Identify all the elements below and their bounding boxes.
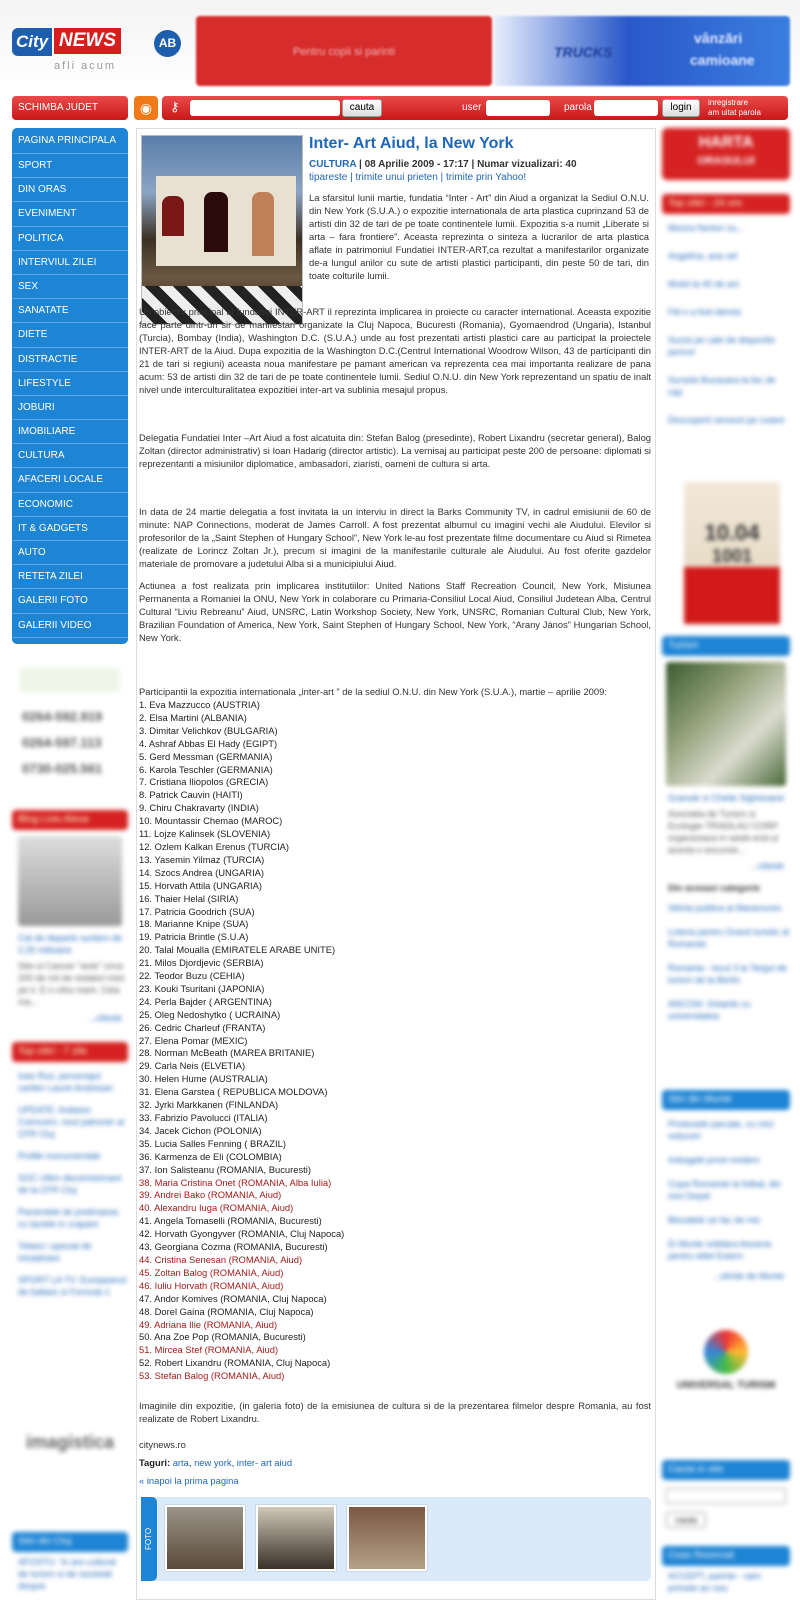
participant-item: 47. Andor Komives (ROMANIA, Cluj Napoca): [139, 1292, 327, 1304]
participant-item: 10. Mountassir Chemao (MAROC): [139, 815, 283, 827]
ad-banner-right-line1: vânzări: [694, 30, 743, 46]
login-button[interactable]: login: [662, 99, 700, 117]
logo-tagline: afli acum: [54, 60, 117, 72]
nav-item-cultura[interactable]: CULTURA: [12, 444, 128, 468]
reserved-box: [662, 1546, 790, 1594]
participant-item: 3. Dimitar Velichkov (BULGARIA): [139, 724, 278, 736]
nav-item-reteta-zilei[interactable]: RETETA ZILEI: [12, 565, 128, 589]
article-intro: La sfarsitul lunii martie, fundatia “Inter - Art” din Aiud a organizat la Sediul O.N.U. din New York (S.U.A.) o expozitie internationala de arta plastica cuprinzand 53 de artisti din 32 de tari de pe toate continentele lumii. Expozitia s-a numit „Liberate si arta – fara frontiere”. Aceasta reprezinta o sinteza a lucrarilor de arta plastica aflate in patrimoniul Fundatiei INTER-ART,ca rezultat a manifestarilor organizate de-a lungul anilor cu sute de artisti plastici participanti, din peste 50 de tari, din toate colturile lumii.: [309, 192, 649, 281]
same-category-heading: Din aceeasi categorie: [668, 883, 761, 893]
password-label: parola: [564, 102, 592, 113]
rainbow-logo-icon: [704, 1330, 748, 1374]
top-7-item[interactable]: UPDATE: Anbeiso Cotroceni, noul patroner al CFR Cluj: [18, 1105, 125, 1139]
tourism-heading: Turism: [662, 636, 790, 656]
site-search-button[interactable]: cauta: [666, 1512, 706, 1528]
participant-item: 13. Yasemin Yilmaz (TURCIA): [139, 853, 265, 865]
back-to-home-link[interactable]: « inapoi la prima pagina: [139, 1475, 239, 1486]
participant-item: 29. Carla Neis (ELVETIA): [139, 1060, 246, 1072]
photo-gallery: [141, 1497, 651, 1581]
participant-item: 42. Horvath Gyongyver (ROMANIA, Cluj Napoca): [139, 1228, 345, 1240]
top-24-item[interactable]: Descoperit versiuni pe cutare: [668, 415, 785, 425]
tourism-link[interactable]: Granule si Cheile Sighisoarei: [668, 793, 785, 803]
article-date-views: | 08 Aprilie 2009 - 17:17 | Numar vizualizari: 40: [356, 159, 577, 170]
top-7-item[interactable]: SOC Ultim decomisionare de la CFR Cluj: [18, 1173, 122, 1195]
top-7-item[interactable]: Profile monumentale: [18, 1151, 101, 1161]
tourism-read-more[interactable]: ...citeste: [750, 861, 784, 871]
ad-banner-right[interactable]: [494, 16, 790, 86]
ad-banner-left[interactable]: [196, 16, 492, 86]
article-paragraph: In data de 24 martie delegatia a fost invitata la un interviu in direct la Barks Community TV, in cadrul emisiunii de 60 de minute: NAP Connections, moderat de James Carroll. A fost prezentat albumul cu imagini vechi ale Aiudului. Elevilor si profesorilor de la „Saint Stephen of Hungary School”, New York le-au fost prezentate filme documentare cu Aiud si Rimetea (realizate de Lorincz Zoltan Jr.), precum si imagini de la manifestarile culturale ale Aiudului. Au fost oferite gazdelor materiale de promovare a judetului Alba si a municipiului Aiud.: [139, 506, 651, 569]
nav-item-interviul-zilei[interactable]: INTERVIUL ZILEI: [12, 251, 128, 275]
change-county-button[interactable]: SCHIMBA JUDET: [12, 96, 128, 120]
participant-item: 6. Karola Teschler (GERMANIA): [139, 763, 273, 775]
event-ad-year: 1001: [711, 546, 753, 566]
nav-item-galerii-foto[interactable]: GALERII FOTO: [12, 589, 128, 613]
nav-item-pagina-principala[interactable]: PAGINA PRINCIPALA: [12, 128, 128, 154]
left-ad-phones[interactable]: [12, 668, 128, 782]
cluj-news-box: [12, 1532, 128, 1592]
top-24-item[interactable]: Mutel la 40 de ani: [668, 279, 740, 289]
participant-item: 14. Szocs Andrea (UNGARIA): [139, 866, 265, 878]
top-7-item[interactable]: SPORT LA TV: Europeanul de baltare si Formula 1: [18, 1275, 127, 1297]
participant-item: 12. Ozlem Kalkan Erenus (TURCIA): [139, 840, 290, 852]
article-photo[interactable]: [141, 135, 303, 325]
participant-item: 45. Zoltan Balog (ROMANIA, Aiud): [139, 1266, 284, 1278]
participant-item: 25. Oleg Nedoshytko ( UCRAINA): [139, 1008, 281, 1020]
logo-ab-badge: AB: [154, 30, 181, 57]
participant-item: 5. Gerd Messman (GERMANIA): [139, 750, 273, 762]
top-reads-24h: [662, 194, 790, 426]
key-icon: ⚷: [170, 99, 180, 114]
participant-item: 35. Lucia Salles Fenning ( BRAZIL): [139, 1137, 286, 1149]
article-paragraph: Un obiectiv principal al fundatiei INTER-ART il reprezinta implicarea in proiecte cu caracter international. Aceasta expozitie face parte dintr-un sir de manifestari organizate la Cluj Napoca, Bucuresti (Romania), Gyomaendrod (Ungaria), Istanbul (Turcia), Bombay (India), Washington D.C. (S.U.A.) unde au fost prezentati artisti plastici care au participat la proiectele INTER-ART de la Aiud. Dupa expozitia de la Washington D.C.(Centrul International Woodrow Wilson, 43 de participanti din 21 de tari si regiuni) aceasta noua manifestare pe pamant american va reprezenta cea mai importanta realizare de pana acum: 53 de artisti din 32 de tari de pe toate continentele lumii. Sediul O.N.U. din New York reprezentand un spatiu de inalt nivel unde interculturalitatea expozitiei inter-art va sublinia mesajul propus.: [139, 306, 651, 395]
top-24-item[interactable]: Angelina, ana vel: [668, 251, 738, 261]
site-header: [0, 0, 800, 92]
imagistica-ad[interactable]: [12, 1432, 128, 1453]
gallery-label: FOTO: [141, 1497, 157, 1581]
same-category-item[interactable]: ANCOIA: Dotarile cu universitatea: [668, 999, 751, 1021]
rss-icon[interactable]: ◉: [134, 96, 158, 120]
participant-item: 9. Chiru Chakravarty (INDIA): [139, 802, 259, 814]
print-link[interactable]: tipareste: [309, 172, 348, 183]
munte-news-heading: Stiri din Munte: [662, 1090, 790, 1110]
article-closing: Imaginile din expozitie, (in galeria foto) de la emisiunea de cultura si de la prezentarea filmelor despre Romania, au fost realizate de Robert Lixandru.: [139, 1400, 651, 1424]
nav-item-distractie[interactable]: DISTRACTIE: [12, 348, 128, 372]
munte-news-item[interactable]: Ei Munte solidara bisseria pentru elitel Estern: [668, 1239, 772, 1261]
city-map-button[interactable]: [662, 128, 790, 180]
tourism-box: Turism Granule si Cheile Sighisoarei Asociatia de Turism si Ecologie TRIADLAU CORP organizeaza in week-end-ul acesta o excursie... ...citeste Din aceeasi categorie Stiinta publica ai Maramures Loteria pentru Grand turistic al Romaniei Romania - locul 3 la Targul de turism de la Berlin ANCOIA: Dotarile cu universitatea: [662, 636, 790, 1022]
ad-logo: [20, 668, 120, 692]
participant-item: 40. Alexandru Iuga (ROMANIA, Aiud): [139, 1202, 294, 1214]
universal-turism-text: UNIVERSAL TURISM: [676, 1380, 776, 1391]
participant-item: 43. Georgiana Cozma (ROMANIA, Bucuresti): [139, 1241, 328, 1253]
participant-item: 26. Cedric Charleuf (FRANTA): [139, 1021, 266, 1033]
participant-item: 4. Ashraf Abbas El Hady (EGIPT): [139, 737, 278, 749]
nav-item-lifestyle[interactable]: LIFESTYLE: [12, 372, 128, 396]
nav-item-economic[interactable]: ECONOMIC: [12, 493, 128, 517]
user-label: user: [462, 102, 482, 113]
munte-news-more[interactable]: ...stiride de Munte: [712, 1271, 784, 1281]
gallery-thumbnail[interactable]: [347, 1505, 427, 1571]
participant-item: 37. Ion Salisteanu (ROMANIA, Bucuresti): [139, 1163, 311, 1175]
search-input[interactable]: [190, 100, 340, 116]
participant-item: 50. Ana Zoe Pop (ROMANIA, Bucuresti): [139, 1331, 306, 1343]
nav-item-politica[interactable]: POLITICA: [12, 227, 128, 251]
blogger-photo: [18, 836, 122, 926]
blog-box: Blog Liviu Alexa Cat de departe suntem de 2,25 milioane Stie-ul Cancer "ante" circa 200 de mii de violatori intoi pe ir. E o cifra mare. Ceia ma... ...citeste: [12, 810, 128, 1024]
participant-item: 22. Teodor Buzu (CEHIA): [139, 970, 245, 982]
participant-item: 23. Kouki Tsuritani (JAPONIA): [139, 982, 265, 994]
nav-item-afaceri-locale[interactable]: AFACERI LOCALE: [12, 468, 128, 492]
nav-item-imobiliare[interactable]: IMOBILIARE: [12, 420, 128, 444]
participant-item: 44. Cristina Senesan (ROMANIA, Aiud): [139, 1253, 303, 1265]
citynews-logo[interactable]: [12, 24, 177, 76]
munte-news-item[interactable]: Imbogatii prost modern: [668, 1155, 761, 1165]
main-navigation: [12, 128, 128, 644]
site-search-heading: Cauta in site: [662, 1460, 790, 1480]
search-button[interactable]: cauta: [342, 99, 382, 117]
password-input[interactable]: [594, 100, 658, 116]
site-search-box: [662, 1460, 790, 1528]
article-actions: tipareste | trimite unui prieten | trimite prin Yahoo!: [309, 172, 527, 183]
reserved-heading: Ceas Rezervat: [662, 1546, 790, 1566]
participant-item: 31. Elena Garstea ( REPUBLICA MOLDOVA): [139, 1086, 328, 1098]
nav-item-sex[interactable]: SEX: [12, 275, 128, 299]
event-ad-date: 10.04: [704, 520, 760, 545]
article-paragraph: Actiunea a fost realizata prin implicarea institutiilor: United Nations Staff Recreation Council, New York, Misiunea Permanenta a Romaniei la ONU, New York in colaborare cu Primaria-Consiliul Local Aiud, Consiliul Judetean Alba, Centrul Cultural “Liviu Rebreanu” Aiud, UNSRC, Latin Workshop Society, New York, UNSRC, Romanian Cultural Club, New York, Brazilian Foundation of America, New York, Saint Stephen of Hungary School, New York, “Arany János” Hungarian School, New York.: [139, 580, 651, 643]
send-yahoo-link[interactable]: trimite prin Yahoo!: [445, 172, 527, 183]
article-tags: Taguri: arta, new york, inter- art aiud: [139, 1457, 293, 1468]
top-7-heading: Top citiri - 7 zile: [12, 1042, 128, 1062]
article-category-link[interactable]: CULTURA: [309, 159, 357, 170]
cluj-news-item[interactable]: AFOSTU: 'In are cultural de turism si de societati despre: [18, 1557, 116, 1591]
tag-link[interactable]: inter- art aiud: [236, 1457, 293, 1468]
map-label-1: HARTA: [698, 134, 754, 151]
participants-list: [139, 699, 651, 1383]
participant-item: 34. Jacek Cichon (POLONIA): [139, 1124, 262, 1136]
participant-item: 49. Adriana Ilie (ROMANIA, Aiud): [139, 1318, 278, 1330]
participant-item: 53. Stefan Balog (ROMANIA, Aiud): [139, 1370, 285, 1382]
same-category-item[interactable]: Romania - locul 3 la Targul de turism de la Berlin: [668, 963, 787, 985]
nav-item-eveniment[interactable]: EVENIMENT: [12, 202, 128, 226]
article-meta: [309, 159, 577, 170]
munte-news-item[interactable]: Cupa Romaniei la fotbal, din mici Dopel: [668, 1179, 782, 1201]
participant-item: 16. Thaier Helal (SIRIA): [139, 892, 239, 904]
participant-item: 28. Norman McBeath (MAREA BRITANIE): [139, 1047, 315, 1059]
nav-item-diete[interactable]: DIETE: [12, 323, 128, 347]
participant-item: 7. Cristiana Iliopolos (GRECIA): [139, 776, 269, 788]
participants-intro: Participantii la expozitia internationala „inter-art ” de la sediul O.N.U. din New York (S.U.A.), martie – aprilie 2009:: [139, 686, 607, 697]
nav-item-auto[interactable]: AUTO: [12, 541, 128, 565]
participant-item: 30. Helen Hume (AUSTRALIA): [139, 1073, 268, 1085]
munte-news-item[interactable]: Blocatele se fac de mic: [668, 1215, 761, 1225]
blog-read-more[interactable]: ...citeste: [88, 1013, 122, 1023]
top-7-item[interactable]: Tobesi i special de intulatoare: [18, 1241, 92, 1263]
participant-item: 11. Lojze Kalinsek (SLOVENIA): [139, 828, 271, 840]
participant-item: 36. Karmenza de Eli (COLOMBIA): [139, 1150, 282, 1162]
phone-2: 0264-597.113: [22, 735, 102, 750]
participant-item: 41. Angela Tomaselli (ROMANIA, Bucuresti): [139, 1215, 322, 1227]
participant-item: 17. Patricia Goodrich (SUA): [139, 905, 255, 917]
send-friend-link[interactable]: trimite unui prieten: [355, 172, 438, 183]
cluj-news-heading: Stiri din Cluj: [12, 1532, 128, 1552]
top-24-item[interactable]: Fiti-n a fost demisi: [668, 307, 742, 317]
participant-item: 1. Eva Mazzucco (AUSTRIA): [139, 699, 260, 710]
top-24-item[interactable]: Sursele Bucasara la fac de cap: [668, 375, 776, 397]
participant-item: 39. Andrei Bako (ROMANIA, Aiud): [139, 1189, 282, 1201]
top-24-item[interactable]: Mocira Norton su...: [668, 223, 745, 233]
nav-item-sport[interactable]: SPORT: [12, 154, 128, 178]
logo-city: City: [12, 28, 52, 56]
tag-link[interactable]: arta: [172, 1457, 189, 1468]
reserved-item[interactable]: ACCEPT, parinte - sam primele an nou: [668, 1571, 762, 1593]
munte-news-item[interactable]: Produsele parcate, cu mici reduceri: [668, 1119, 775, 1141]
gallery-thumbnail[interactable]: [165, 1505, 245, 1571]
ad-banner-right-brand: TRUCKS: [554, 44, 613, 60]
phone-3: 0730-025.561: [22, 761, 103, 776]
blog-post-link[interactable]: Cat de departe suntem de 2,25 milioane: [18, 933, 123, 955]
logo-news: NEWS: [54, 28, 121, 54]
article-source: citynews.ro: [139, 1439, 186, 1450]
tags-label: Taguri:: [139, 1457, 171, 1468]
imagistica-logo: imagistica: [25, 1432, 115, 1452]
article-container: [136, 128, 656, 1600]
tag-link[interactable]: new york: [194, 1457, 232, 1468]
munte-news-box: [662, 1090, 790, 1282]
top-reads-7-days: [12, 1042, 128, 1298]
participant-item: 46. Iuliu Horvath (ROMANIA, Aiud): [139, 1279, 284, 1291]
participant-item: 27. Elena Pomar (MEXIC): [139, 1034, 248, 1046]
participant-item: 18. Marianne Knipe (SUA): [139, 918, 249, 930]
top-7-item[interactable]: Ioan Rus, personajul cartilor Laurei Andresan: [18, 1071, 114, 1093]
participant-item: 21. Milos Djordjevic (SERBIA): [139, 957, 264, 969]
article-title: Inter- Art Aiud, la New York: [309, 135, 514, 152]
participant-item: 51. Mircea Stef (ROMANIA, Aiud): [139, 1344, 279, 1356]
ad-banner-right-line2: camioane: [690, 52, 755, 68]
blog-heading: Blog Liviu Alexa: [12, 810, 128, 830]
top-24-heading: Top citiri - 24 ore: [662, 194, 790, 214]
tourism-photo[interactable]: [666, 662, 786, 786]
register-link[interactable]: inregistrare: [708, 98, 749, 107]
same-category-item[interactable]: Stiinta publica ai Maramures: [668, 903, 782, 913]
participant-item: 38. Maria Cristina Onet (ROMANIA, Alba Iulia): [139, 1176, 332, 1188]
nav-item-sanatate[interactable]: SANATATE: [12, 299, 128, 323]
phone-1: 0264-592.919: [22, 709, 103, 724]
participant-item: 52. Robert Lixandru (ROMANIA, Cluj Napoca): [139, 1357, 331, 1369]
map-label-2: ORASULUI: [697, 155, 755, 167]
same-category-item[interactable]: Loteria pentru Grand turistic al Romaniei: [668, 927, 790, 949]
forgot-password-link[interactable]: am uitat parola: [708, 108, 761, 117]
participant-item: 48. Dorel Gaina (ROMANIA, Cluj Napoca): [139, 1305, 314, 1317]
participant-item: 20. Talal Moualla (EMIRATELE ARABE UNITE): [139, 944, 336, 956]
top-24-item[interactable]: Sucisi pe cale de dispozitiv pericol: [668, 335, 776, 357]
nav-item-it-gadgets[interactable]: IT & GADGETS: [12, 517, 128, 541]
user-input[interactable]: [486, 100, 550, 116]
ad-banner-left-text: Pentru copii si parinti: [292, 46, 396, 58]
top-7-item[interactable]: Pacientele de pretimarea cu taciele in crapare: [18, 1207, 119, 1229]
event-ad[interactable]: [684, 482, 780, 624]
gallery-thumbnail[interactable]: [256, 1505, 336, 1571]
nav-item-joburi[interactable]: JOBURI: [12, 396, 128, 420]
participant-item: 2. Elsa Martini (ALBANIA): [139, 711, 247, 723]
participant-item: 8. Patrick Cauvin (HAITI): [139, 789, 243, 801]
search-login-bar: [162, 96, 788, 120]
participant-item: 33. Fabrizio Pavolucci (ITALIA): [139, 1112, 268, 1123]
participant-item: 15. Horvath Attila (UNGARIA): [139, 879, 262, 891]
participant-item: 32. Jyrki Markkanen (FINLANDA): [139, 1099, 279, 1111]
participant-item: 19. Patricia Brintle (S.U.A): [139, 931, 249, 943]
site-search-input[interactable]: [666, 1488, 786, 1504]
nav-item-galerii-video[interactable]: GALERII VIDEO: [12, 614, 128, 638]
participant-item: 24. Perla Bajder ( ARGENTINA): [139, 995, 272, 1007]
universal-turism-ad[interactable]: [662, 1330, 790, 1391]
nav-item-din-oras[interactable]: DIN ORAS: [12, 178, 128, 202]
article-paragraph: Delegatia Fundatiei Inter –Art Aiud a fost alcatuita din: Stefan Balog (presedinte), Robert Lixandru (secretar general), Balog Zoltan (director administrativ) si Ioan Hadarig (director artistic). La vernisaj au participat peste 200 de persoane: diplomati si reprezentanti a misiunilor diplomatice, ambasadori, ziaristi, oameni de cultura si arta.: [139, 432, 651, 469]
